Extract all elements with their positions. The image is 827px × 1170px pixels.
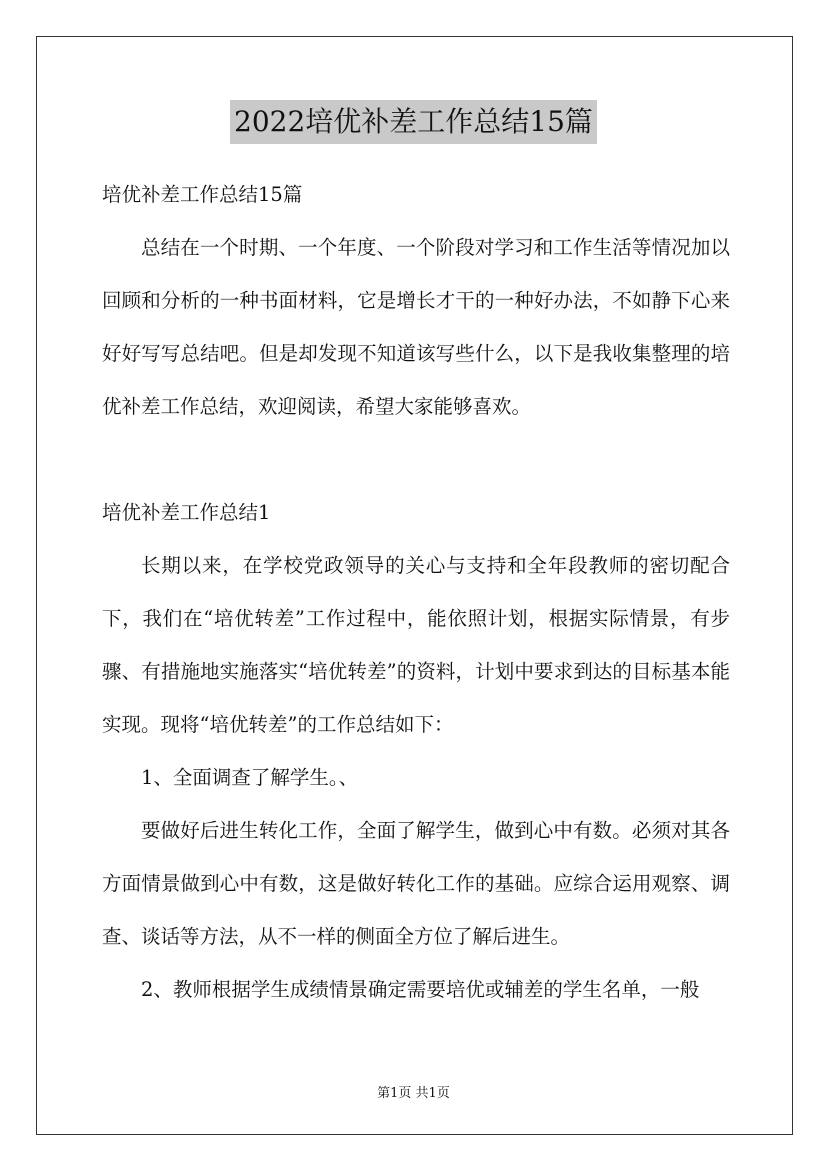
subtitle: 培优补差工作总结15篇 xyxy=(102,183,303,206)
title-container xyxy=(0,100,827,144)
document-body xyxy=(102,168,730,1016)
page-footer: 第1页 共1页 xyxy=(377,1086,450,1101)
paragraph-gap xyxy=(102,433,730,486)
document-title: 2022培优补差工作总结15篇 xyxy=(230,100,597,144)
list-item: 1、全面调查了解学生。、 xyxy=(141,766,359,789)
intro-paragraph: 总结在一个时期、一个年度、一个阶段对学习和工作生活等情况加以回顾和分析的一种书面材料，它是增长才干的一种好办法，不如静下心来好好写写总结吧。但是却发现不知道该写些什么，以下是我收集整理的培优补差工作总结，欢迎阅读，希望大家能够喜欢。 xyxy=(102,236,730,418)
section-heading: 培优补差工作总结1 xyxy=(102,501,271,524)
list-item: 2、教师根据学生成绩情景确定需要培优或辅差的学生名单，一般 xyxy=(141,978,700,1001)
body-paragraph: 要做好后进生转化工作，全面了解学生，做到心中有数。必须对其各方面情景做到心中有数，这是做好转化工作的基础。应综合运用观察、调查、谈话等方法，从不一样的侧面全方位了解后进生。 xyxy=(102,819,730,948)
body-paragraph: 长期以来，在学校党政领导的关心与支持和全年段教师的密切配合下，我们在“培优转差”工作过程中，能依照计划，根据实际情景，有步骤、有措施地实施落实“培优转差”的资料，计划中要求到达的目标基本能实现。现将“培优转差”的工作总结如下： xyxy=(102,554,730,736)
